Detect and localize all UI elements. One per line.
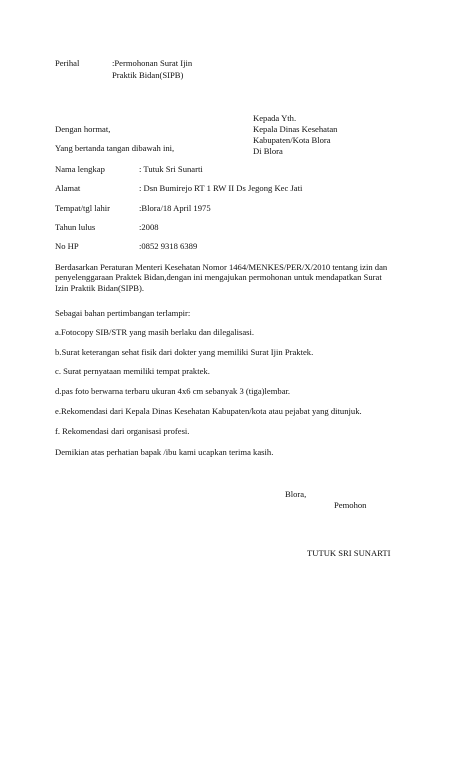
perihal-value-line1: :Permohonan Surat Ijin xyxy=(112,58,193,68)
field-value-nama: : Tutuk Sri Sunarti xyxy=(139,164,203,174)
field-label-tahun-lulus: Tahun lulus xyxy=(55,222,96,232)
perihal-label: Perihal xyxy=(55,58,80,68)
attachment-item-b: b.Surat keterangan sehat fisik dari dokter yang memiliki Surat Ijin Praktek. xyxy=(55,347,314,357)
field-label-alamat: Alamat xyxy=(55,183,81,193)
closing-text: Demikian atas perhatian bapak /ibu kami ucapkan terima kasih. xyxy=(55,447,274,457)
recipient-block xyxy=(253,113,337,157)
attachment-item-c: c. Surat pernyataan memiliki tempat praktek. xyxy=(55,366,210,376)
signature-role: Pemohon xyxy=(334,500,367,510)
signature-name: TUTUK SRI SUNARTI xyxy=(307,548,391,558)
body-paragraph-line2: penyelenggaraan Praktek Bidan,dengan ini mengajukan permohonan untuk mendapatkan Surat xyxy=(55,272,382,283)
intro-text: Yang bertanda tangan dibawah ini, xyxy=(55,143,175,153)
recipient-line1: Kepada Yth. xyxy=(253,113,297,123)
recipient-line3: Kabupaten/Kota Blora xyxy=(253,135,331,145)
perihal-value-line2: Praktik Bidan(SIPB) xyxy=(112,70,184,80)
field-value-tahun-lulus: :2008 xyxy=(139,222,159,232)
recipient-line4: Di Blora xyxy=(253,146,283,156)
greeting: Dengan hormat, xyxy=(55,124,111,134)
recipient-line2: Kepala Dinas Kesehatan xyxy=(253,124,338,134)
attachment-item-f: f. Rekomendasi dari organisasi profesi. xyxy=(55,426,190,436)
body-paragraph-line3: Izin Praktik Bidan(SIPB). xyxy=(55,282,145,293)
field-label-no-hp: No HP xyxy=(55,241,79,251)
field-label-ttl: Tempat/tgl lahir xyxy=(55,203,111,213)
field-value-alamat: : Dsn Bumirejo RT 1 RW II Ds Jegong Kec Jati xyxy=(139,183,303,193)
consideration-text: Sebagai bahan pertimbangan terlampir: xyxy=(55,308,191,318)
attachment-item-d: d.pas foto berwarna terbaru ukuran 4x6 cm sebanyak 3 (tiga)lembar. xyxy=(55,386,291,396)
body-paragraph xyxy=(55,262,435,293)
field-value-no-hp: :0852 9318 6389 xyxy=(139,241,198,251)
field-value-ttl: :Blora/18 April 1975 xyxy=(139,203,211,213)
body-paragraph-line1: Berdasarkan Peraturan Menteri Kesehatan Nomor 1464/MENKES/PER/X/2010 tentang izin dan xyxy=(55,262,388,272)
signature-place: Blora, xyxy=(285,489,307,499)
attachment-item-e: e.Rekomendasi dari Kepala Dinas Kesehatan Kabupaten/kota atau pejabat yang ditunjuk. xyxy=(55,406,362,416)
field-label-nama: Nama lengkap xyxy=(55,164,105,174)
attachment-item-a: a.Fotocopy SIB/STR yang masih berlaku dan dilegalisasi. xyxy=(55,327,255,337)
